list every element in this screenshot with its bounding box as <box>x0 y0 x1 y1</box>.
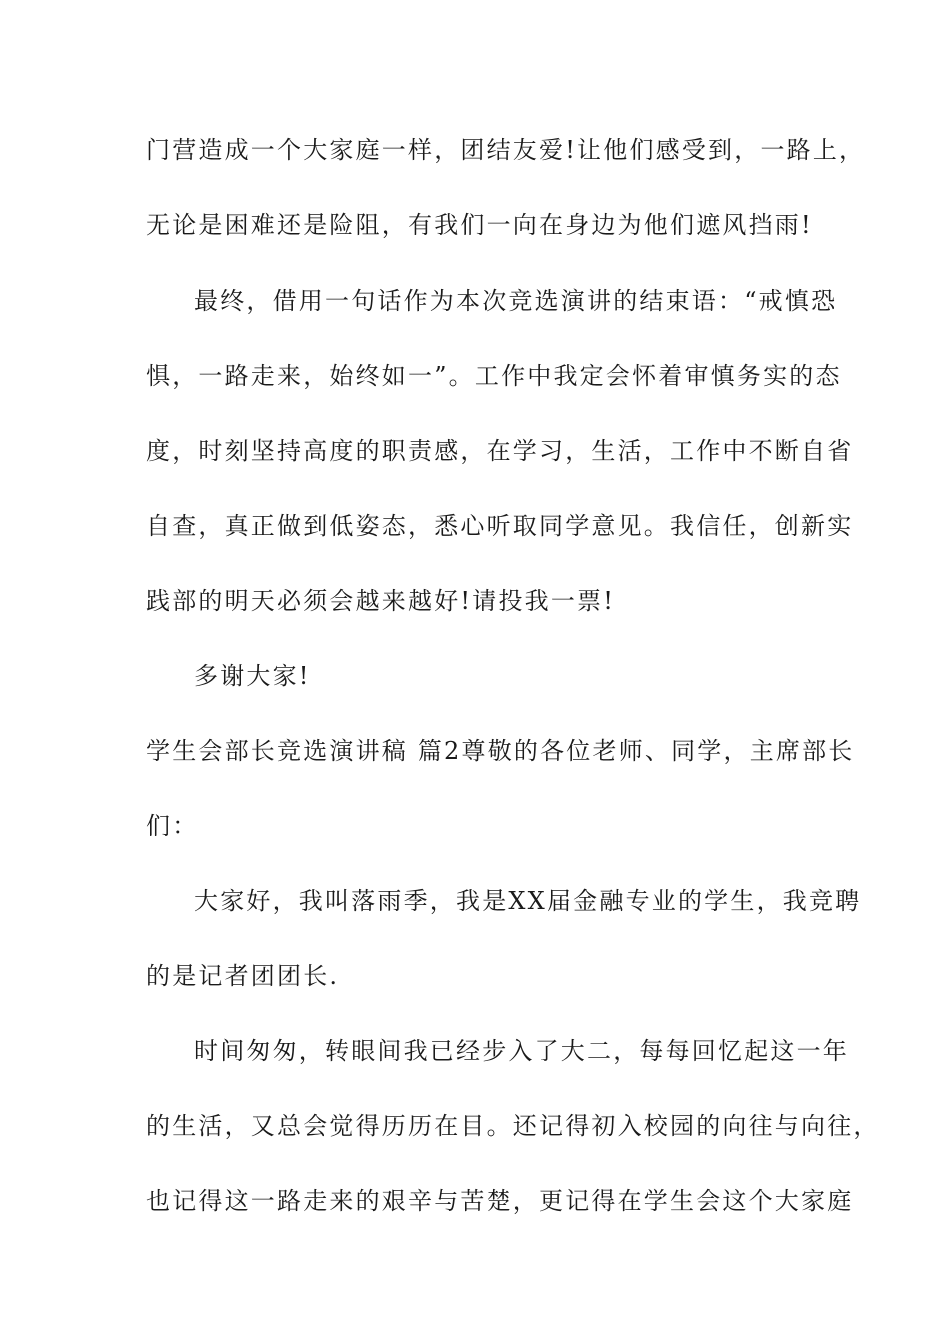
text-line: 门营造成一个大家庭一样，团结友爱!让他们感受到，一路上， <box>146 136 866 164</box>
text-line: 的是记者团团长. <box>146 962 340 990</box>
text-line: 惧，一路走来，始终如一”。工作中我定会怀着审慎务实的态 <box>146 362 842 390</box>
text-line: 践部的明天必须会越来越好!请投我一票! <box>146 587 616 615</box>
text-line: 的生活，又总会觉得历历在目。还记得初入校园的向往与向往， <box>146 1112 880 1140</box>
text-line: 无论是困难还是险阻，有我们一向在身边为他们遮风挡雨! <box>146 211 813 239</box>
paragraph-start-line: 大家好，我叫落雨季，我是XX届金融专业的学生，我竞聘 <box>194 887 862 915</box>
text-line: 自查，真正做到低姿态，悉心听取同学意见。我信任，创新实 <box>146 512 854 540</box>
text-line: 们： <box>146 812 199 840</box>
paragraph-start-line: 多谢大家! <box>194 662 311 690</box>
section-heading-line: 学生会部长竞选演讲稿 篇2尊敬的各位老师、同学，主席部长 <box>146 737 855 765</box>
paragraph-start-line: 时间匆匆，转眼间我已经步入了大二，每每回忆起这一年 <box>194 1037 849 1065</box>
paragraph-start-line: 最终，借用一句话作为本次竞选演讲的结束语：“戒慎恐 <box>194 287 838 315</box>
text-line: 也记得这一路走来的艰辛与苦楚，更记得在学生会这个大家庭 <box>146 1187 854 1215</box>
text-line: 度，时刻坚持高度的职责感，在学习，生活，工作中不断自省 <box>146 437 854 465</box>
